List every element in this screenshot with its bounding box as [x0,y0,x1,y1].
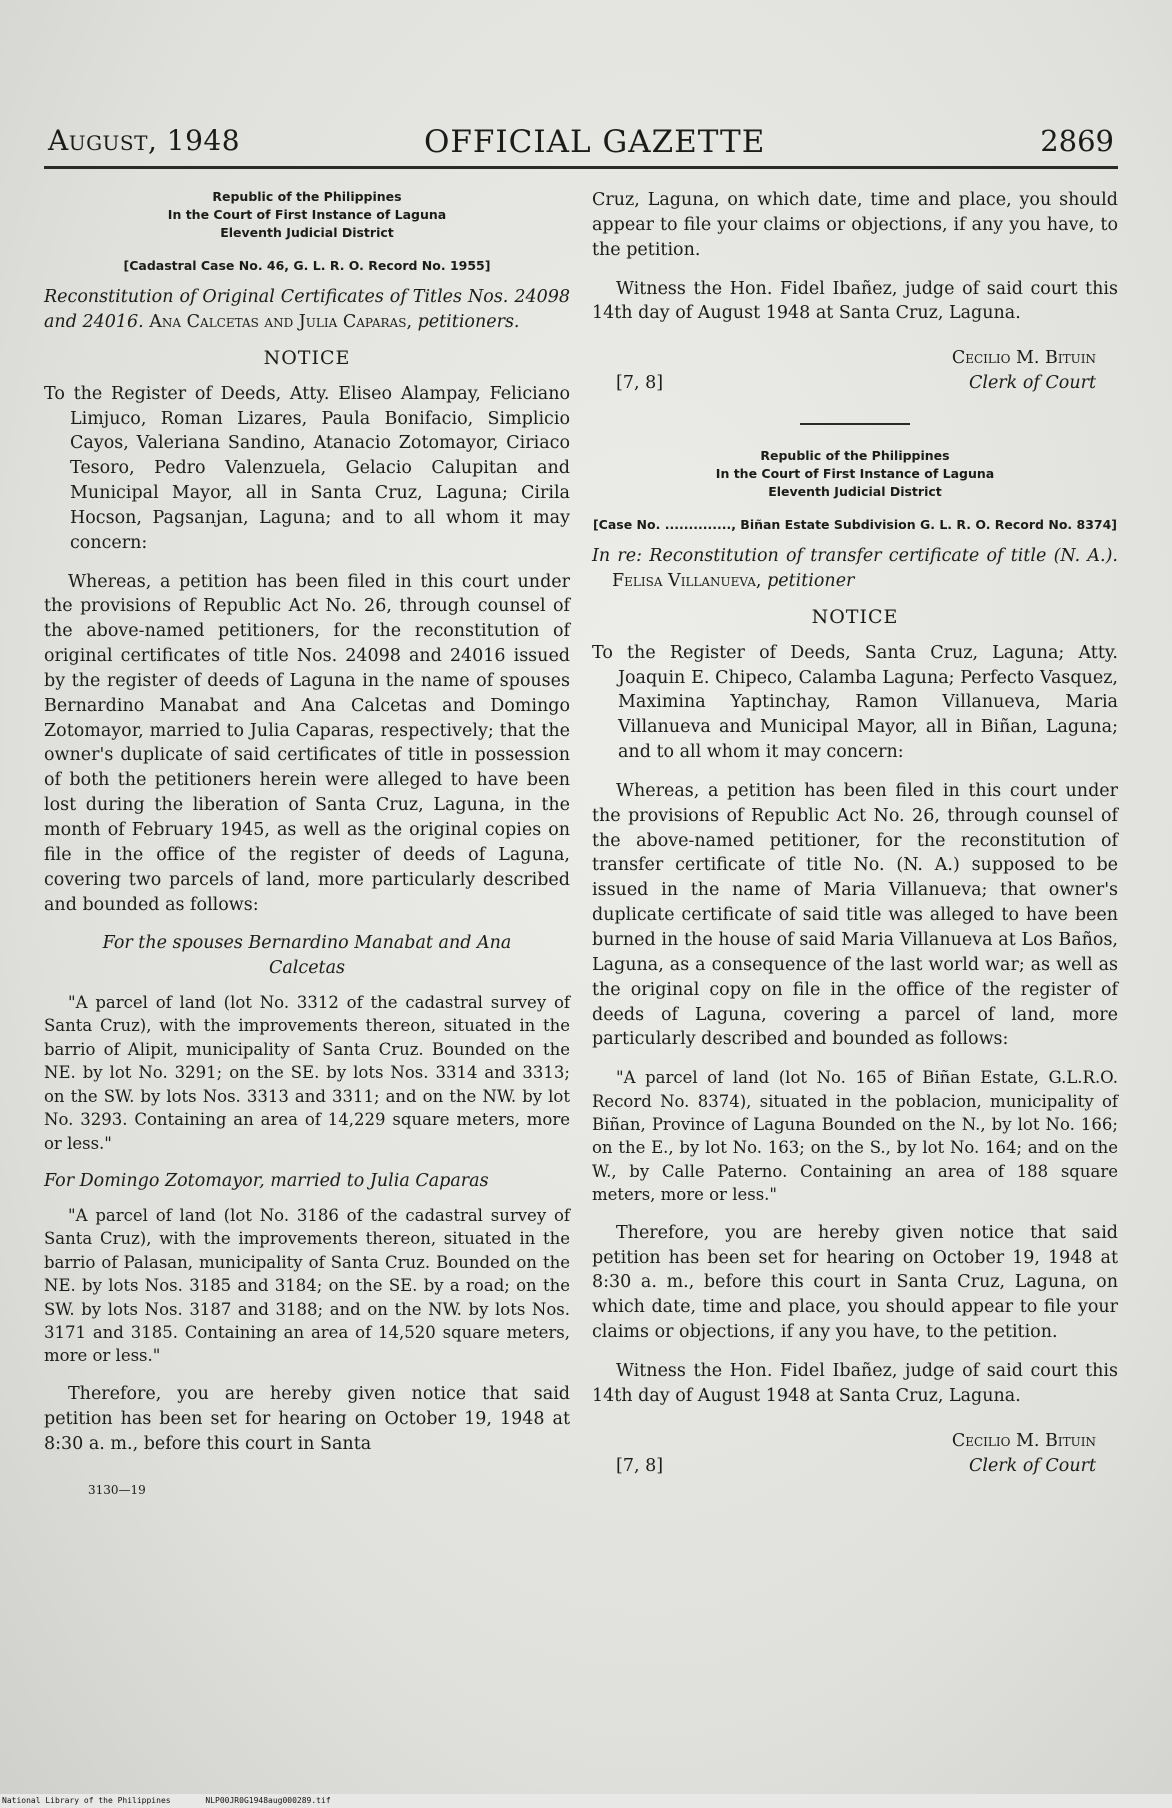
header-title: OFFICIAL GAZETTE [424,124,766,160]
right-column [592,188,1118,1480]
court-line: In the Court of First Instance of Laguna [715,465,995,481]
court-line: Eleventh Judicial District [220,224,394,240]
address-right: To the Register of Deeds, Santa Cruz, Laguna; Atty. Joaquin E. Chipeco, Calamba Laguna; Perfecto Vasquez, Maximina Yaptinchay, Ramon Villanueva, Maria Villanueva and Municipal Mayor, all in Biñan, Laguna; and to all whom it may concern: [592,642,1118,763]
witness-1: Witness the Hon. Fidel Ibañez, judge of said court this 14th day of August 1948 at Santa Cruz, Laguna. [592,278,1118,324]
in-re-text: In re: Reconstitution of transfer certificate of title (N. A.). [592,546,1118,567]
therefore-left: Therefore, you are hereby given notice that said petition has been set for hearing on October 19, 1948 at 8:30 a. m., before this court in Santa [44,1383,570,1454]
court-line: Eleventh Judicial District [768,483,942,499]
court-heading-right [592,447,1118,500]
petitioner-label: petitioner [767,570,855,591]
signature-row-1 [592,371,1118,397]
signer-name-1: Cecilio M. Bituin [951,348,1096,369]
parcel-description-3: "A parcel of land (lot No. 165 of Biñan Estate, G.L.R.O. Record No. 8374), situated in the poblacion, municipality of Biñan, Province of Laguna Bounded on the N., by lot No. 166; on the E., by lot No. 163; on the S., by lot No. 164; and on the W., by Calle Paterno. Containing an area of 188 square meters, more or less." [592,1068,1118,1205]
footer-library: National Library of the Philippines [2,1796,171,1805]
notice-heading-left: NOTICE [263,346,351,369]
address-left: To the Register of Deeds, Atty. Eliseo Alampay, Feliciano Limjuco, Roman Lizares, Paula Bonifacio, Simplicio Cayos, Valeriana Sandino, Atanacio Zotomayor, Ciriaco Tesoro, Pedro Valenzuela, Gelacio Calupitan and Municipal Mayor, all in Santa Cruz, Laguna; Cirila Hocson, Pagsanjan, Laguna; and to all whom it may concern: [44,383,570,553]
court-line: In the Court of First Instance of Laguna [167,206,447,222]
print-code: 3130—19 [88,1483,146,1498]
case-number-left: [Cadastral Case No. 46, G. L. R. O. Record No. 1955] [123,258,491,274]
parcel-description-2: "A parcel of land (lot No. 3186 of the cadastral survey of Santa Cruz), with the improvements thereon, situated in the barrio of Palasan, municipality of Santa Cruz. Bounded on the NE. by lots Nos. 3185 and 3184; on the SE. by a road; on the SW. by lots Nos. 3187 and 3188; and on the NW. by lots Nos. 3171 and 3185. Containing an area of 14,520 square meters, more or less." [44,1205,570,1366]
whereas-left: Whereas, a petition has been filed in this court under the provisions of Republic Act No. 26, through counsel of the above-named petitioners, for the reconstitution of original certificates of title Nos. 24098 and 24016 issued by the register of deeds of Laguna in the name of spouses Bernardino Manabat and Ana Calcetas and Domingo Zotomayor, married to Julia Caparas, respectively; that the owner's duplicate of said certificates of title in possession of both the petitioners herein were alleged to have been lost during the liberation of Santa Cruz, Laguna, in the month of February 1945, as well as the original copies on file in the office of the register of deeds of Laguna, covering two parcels of land, more particularly described and bounded as follows: [44,571,570,915]
court-line: Republic of the Philippines [212,189,402,204]
parcel-heading-1: For the spouses Bernardino Manabat and Ana Calcetas [102,933,512,979]
court-line: Republic of the Philippines [760,448,950,464]
header-date: August, 1948 [48,124,241,157]
witness-2: Witness the Hon. Fidel Ibañez, judge of said court this 14th day of August 1948 at Santa Cruz, Laguna. [592,1360,1118,1406]
signer-title-1: Clerk of Court [968,373,1096,394]
scan-footer [0,1794,1172,1808]
header-rule [44,166,1118,169]
header-page-number: 2869 [1040,124,1114,158]
notice-heading-right: NOTICE [811,605,899,628]
case-title-left [44,285,570,335]
left-column [44,188,570,1499]
continuation-text: Cruz, Laguna, on which date, time and place, you should appear to file your claims or objections, if any you have, to the petition. [592,190,1118,260]
signer-name-2: Cecilio M. Bituin [951,1430,1096,1451]
petitioners-names: Ana Calcetas and Julia Caparas, [149,311,413,332]
page-header [48,124,1114,168]
court-heading-left [44,188,570,241]
case-title-right [592,544,1118,594]
signer-title-2: Clerk of Court [968,1455,1096,1476]
parcel-description-1: "A parcel of land (lot No. 3312 of the cadastral survey of Santa Cruz), with the improvements thereon, situated in the barrio of Alipit, municipality of Santa Cruz. Bounded on the NE. by lot No. 3291; on the SE. by lots Nos. 3314 and 3313; on the SW. by lots Nos. 3313 and 3311; and on the NW. by lot No. 3293. Containing an area of 14,229 square meters, more or less." [44,993,570,1153]
issue-ref-1: [7, 8] [616,373,664,394]
petitioners-label: petitioners. [417,311,520,332]
footer-file: NLP00JR0G1948aug000289.tif [205,1796,331,1805]
section-divider [800,423,910,425]
case-number-right: [Case No. .............., Biñan Estate Subdivision G. L. R. O. Record No. 8374] [592,517,1118,533]
petitioner-name: Felisa Villanueva, [612,570,762,591]
signature-row-2 [592,1454,1118,1480]
whereas-right: Whereas, a petition has been filed in this court under the provisions of Republic Act No. 26, through counsel of the above-named petitioner, for the reconstitution of transfer certificate of title No. (N. A.) supposed to be issued in the name of Maria Villanueva; that owner's duplicate certificate of said title was alleged to have been burned in the house of said Maria Villanueva at Los Baños, Laguna, as a consequence of the last world war; as well as the original copy on file in the office of the register of deeds of Laguna, covering a parcel of land, more particularly described and bounded as follows: [592,780,1118,1050]
case-title-italic: Reconstitution of Original Certificates of Titles Nos. 24098 and 24016. [44,287,570,332]
therefore-right: Therefore, you are hereby given notice that said petition has been set for hearing on October 19, 1948 at 8:30 a. m., before this court in Santa Cruz, Laguna, on which date, time and place, you should appear to file your claims or objections, if any you have, to the petition. [592,1222,1118,1343]
parcel-heading-2: For Domingo Zotomayor, married to Julia Caparas [44,1171,489,1192]
issue-ref-2: [7, 8] [616,1455,664,1476]
